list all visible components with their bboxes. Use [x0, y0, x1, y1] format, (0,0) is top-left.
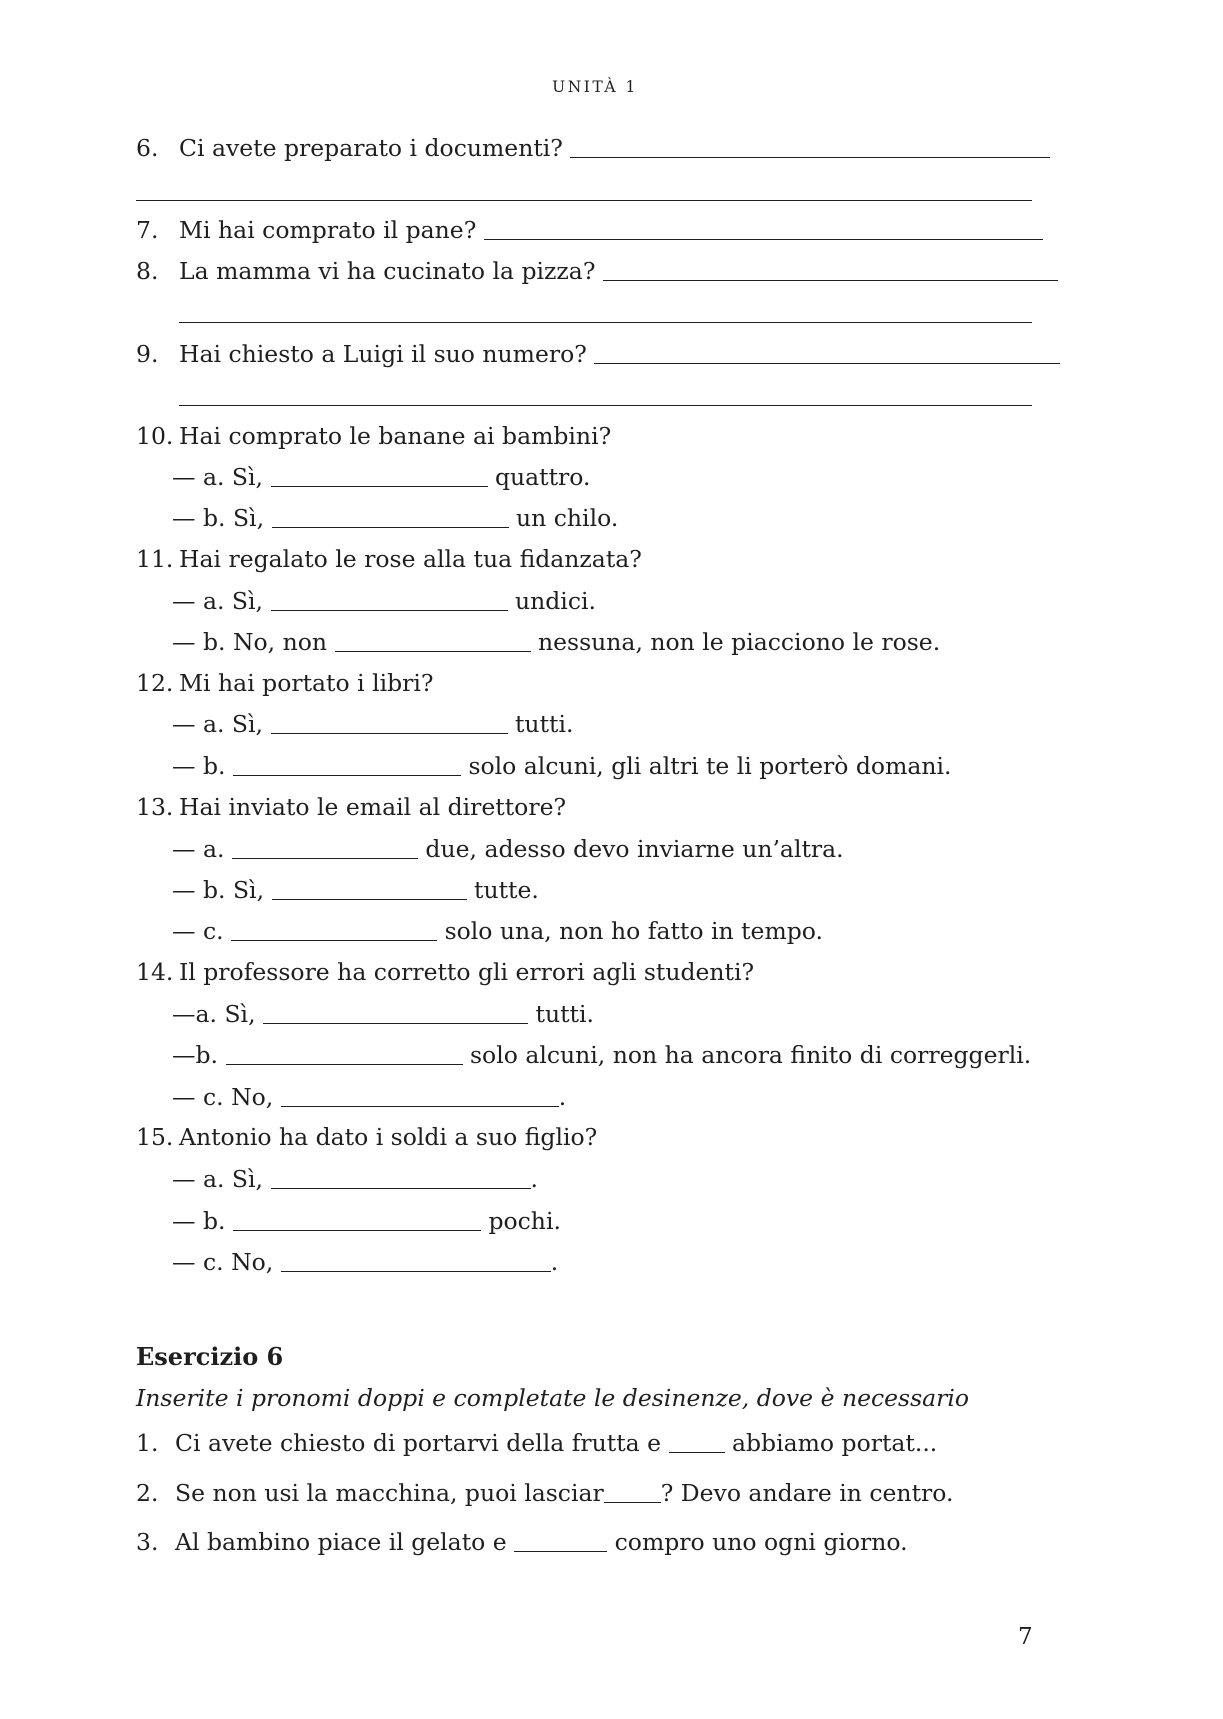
answer-blank[interactable] [233, 1208, 481, 1231]
answer-blank[interactable] [281, 1249, 551, 1272]
answer-blank[interactable] [263, 1001, 528, 1024]
exercise-item-2: 2. Se non usi la macchina, puoi lasciar ? Devo andare in centro. [136, 1479, 954, 1507]
question-text: Ci avete preparato i documenti? [179, 134, 563, 162]
answer-blank[interactable] [226, 1042, 463, 1065]
exercise-instruction: Inserite i pronomi doppi e completate le desinenze, dove è necessario [136, 1384, 970, 1412]
answer-blank[interactable] [594, 341, 1060, 364]
question-text: Antonio ha dato i soldi a suo figlio? [179, 1123, 598, 1151]
exercise-item-1: 1. Ci avete chiesto di portarvi della frutta e abbiamo portat... [136, 1429, 938, 1457]
question-15 [136, 1122, 597, 1152]
answer-blank[interactable] [271, 588, 508, 611]
question-7 [136, 215, 1043, 245]
answer-11a: — a. Sì, undici. [172, 587, 596, 615]
question-10 [136, 421, 611, 451]
answer-15a: — a. Sì, . [172, 1165, 538, 1193]
answer-line[interactable] [136, 200, 1032, 201]
answer-blank[interactable] [231, 918, 437, 941]
answer-12a: — a. Sì, tutti. [172, 710, 574, 738]
question-text: Mi hai portato i libri? [179, 669, 434, 697]
answer-14c: — c. No, . [172, 1083, 567, 1111]
question-11 [136, 544, 642, 574]
question-6 [136, 133, 1050, 163]
answer-blank[interactable] [514, 1529, 607, 1552]
question-12 [136, 668, 434, 698]
answer-blank[interactable] [335, 629, 531, 652]
answer-13c: — c. solo una, non ho fatto in tempo. [172, 917, 823, 945]
answer-15c: — c. No, . [172, 1248, 559, 1276]
answer-10b: — b. Sì, un chilo. [172, 504, 619, 532]
answer-line[interactable] [179, 405, 1032, 406]
answer-blank[interactable] [232, 836, 418, 859]
question-text: Mi hai comprato il pane? [179, 216, 477, 244]
answer-blank[interactable] [570, 135, 1050, 158]
question-text: Il professore ha corretto gli errori agli studenti? [179, 958, 755, 986]
question-text: Hai inviato le email al direttore? [179, 793, 567, 821]
question-number: 6. [136, 134, 159, 162]
exercise-title: Esercizio 6 [136, 1342, 284, 1371]
answer-blank[interactable] [272, 877, 467, 900]
question-number: 9. [136, 340, 159, 368]
question-13 [136, 792, 566, 822]
question-text: Hai chiesto a Luigi il suo numero? [179, 340, 587, 368]
question-number: 8. [136, 257, 159, 285]
question-number: 15. [136, 1123, 174, 1151]
answer-blank[interactable] [281, 1084, 559, 1107]
exercise-item-3: 3. Al bambino piace il gelato e compro uno ogni giorno. [136, 1528, 908, 1556]
question-number: 12. [136, 669, 174, 697]
answer-14b: —b. solo alcuni, non ha ancora finito di correggerli. [172, 1041, 1032, 1069]
answer-14a: —a. Sì, tutti. [172, 1000, 594, 1028]
question-number: 11. [136, 545, 174, 573]
answer-13a: — a. due, adesso devo inviarne un’altra. [172, 835, 844, 863]
answer-12b: — b. solo alcuni, gli altri te li porterò domani. [172, 752, 952, 780]
question-number: 13. [136, 793, 174, 821]
answer-blank[interactable] [271, 711, 508, 734]
page-number: 7 [1018, 1624, 1033, 1650]
question-14 [136, 957, 754, 987]
question-number: 10. [136, 422, 174, 450]
answer-blank[interactable] [271, 1166, 531, 1189]
answer-line[interactable] [179, 322, 1032, 323]
question-9 [136, 339, 1060, 369]
answer-15b: — b. pochi. [172, 1207, 561, 1235]
answer-blank[interactable] [484, 217, 1043, 240]
answer-10a: — a. Sì, quattro. [172, 463, 591, 491]
answer-blank[interactable] [271, 464, 488, 487]
question-number: 7. [136, 216, 159, 244]
answer-13b: — b. Sì, tutte. [172, 876, 539, 904]
question-8 [136, 256, 1058, 286]
question-number: 14. [136, 958, 174, 986]
answer-blank[interactable] [603, 258, 1058, 281]
answer-blank[interactable] [669, 1430, 725, 1453]
question-text: Hai regalato le rose alla tua fidanzata? [179, 545, 642, 573]
question-text: La mamma vi ha cucinato la pizza? [179, 257, 596, 285]
running-header: UNITÀ 1 [552, 78, 638, 96]
answer-blank[interactable] [272, 505, 509, 528]
answer-blank[interactable] [233, 753, 461, 776]
answer-blank[interactable] [604, 1480, 661, 1503]
question-text: Hai comprato le banane ai bambini? [179, 422, 612, 450]
answer-11b: — b. No, non nessuna, non le piacciono le rose. [172, 628, 941, 656]
